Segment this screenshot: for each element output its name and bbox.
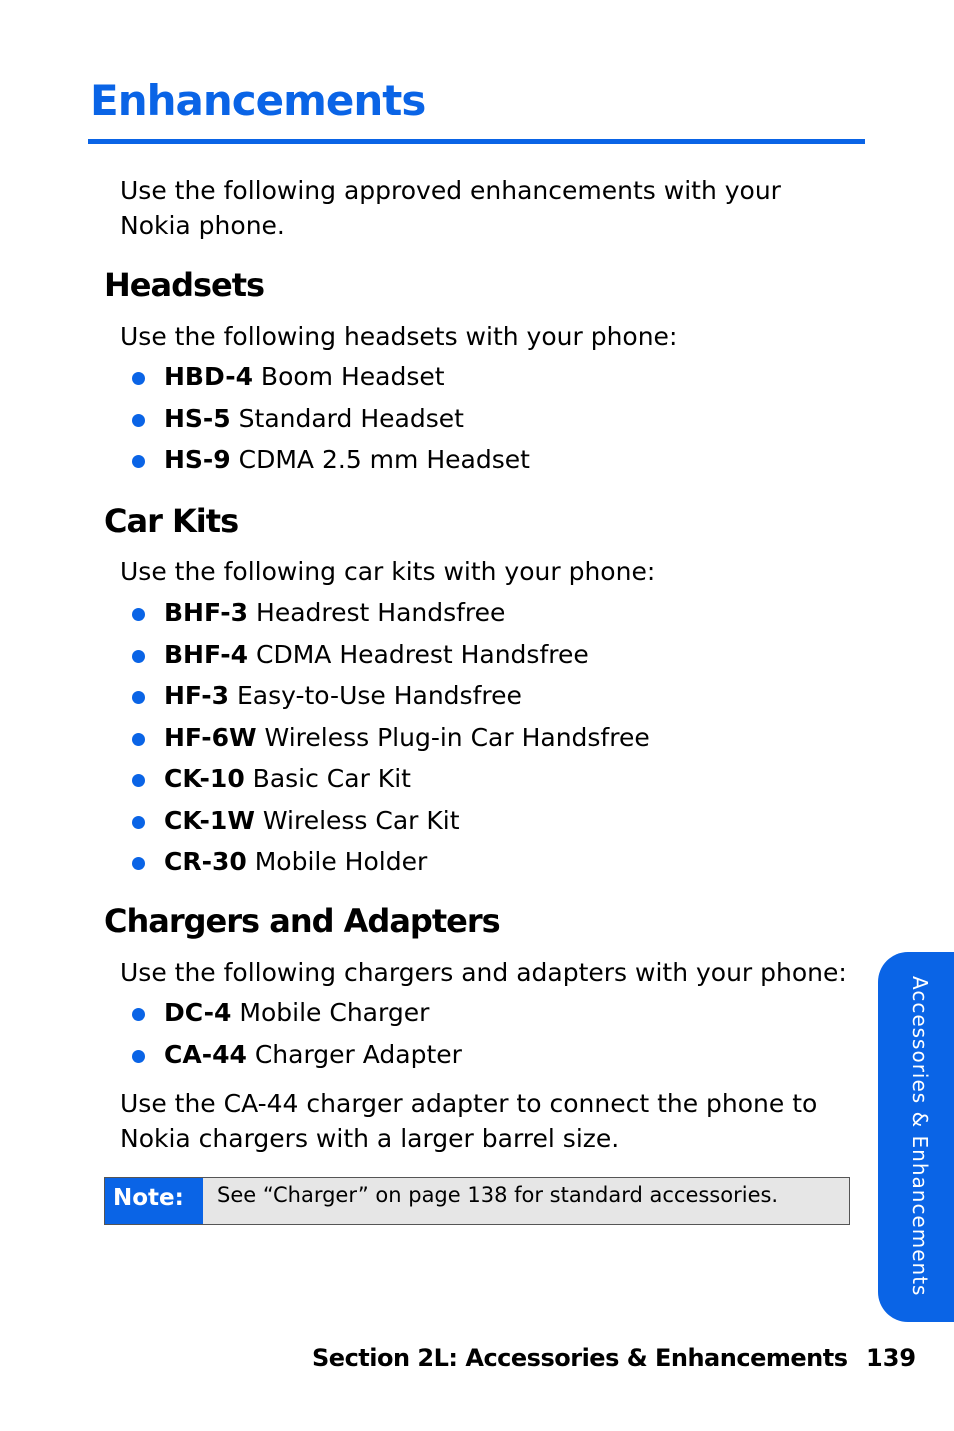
footer-section-title: Section 2L: Accessories & Enhancements xyxy=(312,1344,848,1372)
note-text: See “Charger” on page 138 for standard accessories. xyxy=(217,1183,779,1207)
model-desc: Easy-to-Use Handsfree xyxy=(236,681,522,710)
bullet-icon xyxy=(132,608,145,621)
bullet-icon xyxy=(132,414,145,427)
model-desc: Mobile Charger xyxy=(239,998,430,1027)
adapter-paragraph: Use the CA-44 charger adapter to connect the phone to Nokia chargers with a larger barrel size. xyxy=(120,1089,818,1153)
chargers-lead: Use the following chargers and adapters with your phone: xyxy=(120,958,847,987)
chargers-list xyxy=(130,997,462,1080)
model-desc: CDMA 2.5 mm Headset xyxy=(238,445,530,474)
list-item xyxy=(130,846,650,888)
model-desc: Standard Headset xyxy=(238,403,464,433)
list-item xyxy=(130,722,650,764)
title-rule xyxy=(88,139,865,144)
model-name: CK-10 xyxy=(164,764,245,793)
bullet-icon xyxy=(132,455,145,468)
model-name: HBD-4 xyxy=(164,362,253,391)
chargers-heading: Chargers and Adapters xyxy=(104,902,500,940)
list-item xyxy=(130,805,650,847)
model-desc: Wireless Plug-in Car Handsfree xyxy=(264,722,650,752)
note-box xyxy=(104,1177,850,1225)
section-side-tab xyxy=(878,952,954,1322)
headsets-heading: Headsets xyxy=(104,266,265,304)
model-name: HS-5 xyxy=(164,403,231,433)
note-label: Note: xyxy=(105,1178,203,1224)
car-kits-heading: Car Kits xyxy=(104,502,239,540)
headsets-list xyxy=(130,361,530,486)
model-name: HF-6W xyxy=(164,722,257,752)
list-item xyxy=(130,997,462,1039)
model-desc: Wireless Car Kit xyxy=(262,805,460,835)
model-name: HF-3 xyxy=(164,681,230,710)
list-item xyxy=(130,639,650,681)
model-name: BHF-3 xyxy=(164,598,249,627)
list-item xyxy=(130,680,650,722)
list-item xyxy=(130,361,530,403)
list-item xyxy=(130,597,650,639)
bullet-icon xyxy=(132,1008,145,1021)
bullet-icon xyxy=(132,691,145,704)
page-title: Enhancements xyxy=(90,76,426,125)
bullet-icon xyxy=(132,733,145,746)
side-tab-label: Accessories & Enhancements xyxy=(908,976,932,1297)
model-desc: Boom Headset xyxy=(260,362,445,391)
page-number: 139 xyxy=(866,1344,917,1372)
bullet-icon xyxy=(132,774,145,787)
list-item xyxy=(130,1039,462,1081)
model-name: CR-30 xyxy=(164,847,247,876)
model-name: HS-9 xyxy=(164,445,231,474)
model-name: DC-4 xyxy=(164,998,232,1027)
car-kits-list xyxy=(130,597,650,888)
list-item xyxy=(130,403,530,445)
bullet-icon xyxy=(132,1050,145,1063)
model-desc: Headrest Handsfree xyxy=(256,598,506,627)
bullet-icon xyxy=(132,816,145,829)
bullet-icon xyxy=(132,650,145,663)
model-desc: Basic Car Kit xyxy=(252,764,411,793)
list-item xyxy=(130,763,650,805)
model-name: CA-44 xyxy=(164,1039,247,1069)
list-item xyxy=(130,444,530,486)
intro-paragraph: Use the following approved enhancements with your Nokia phone. xyxy=(120,176,781,240)
model-desc: Mobile Holder xyxy=(254,847,428,876)
headsets-lead: Use the following headsets with your phone: xyxy=(120,322,678,351)
model-name: BHF-4 xyxy=(164,639,249,669)
bullet-icon xyxy=(132,857,145,870)
model-name: CK-1W xyxy=(164,805,255,835)
model-desc: Charger Adapter xyxy=(254,1039,462,1069)
bullet-icon xyxy=(132,372,145,385)
model-desc: CDMA Headrest Handsfree xyxy=(256,639,589,669)
car-kits-lead: Use the following car kits with your phone: xyxy=(120,557,656,586)
